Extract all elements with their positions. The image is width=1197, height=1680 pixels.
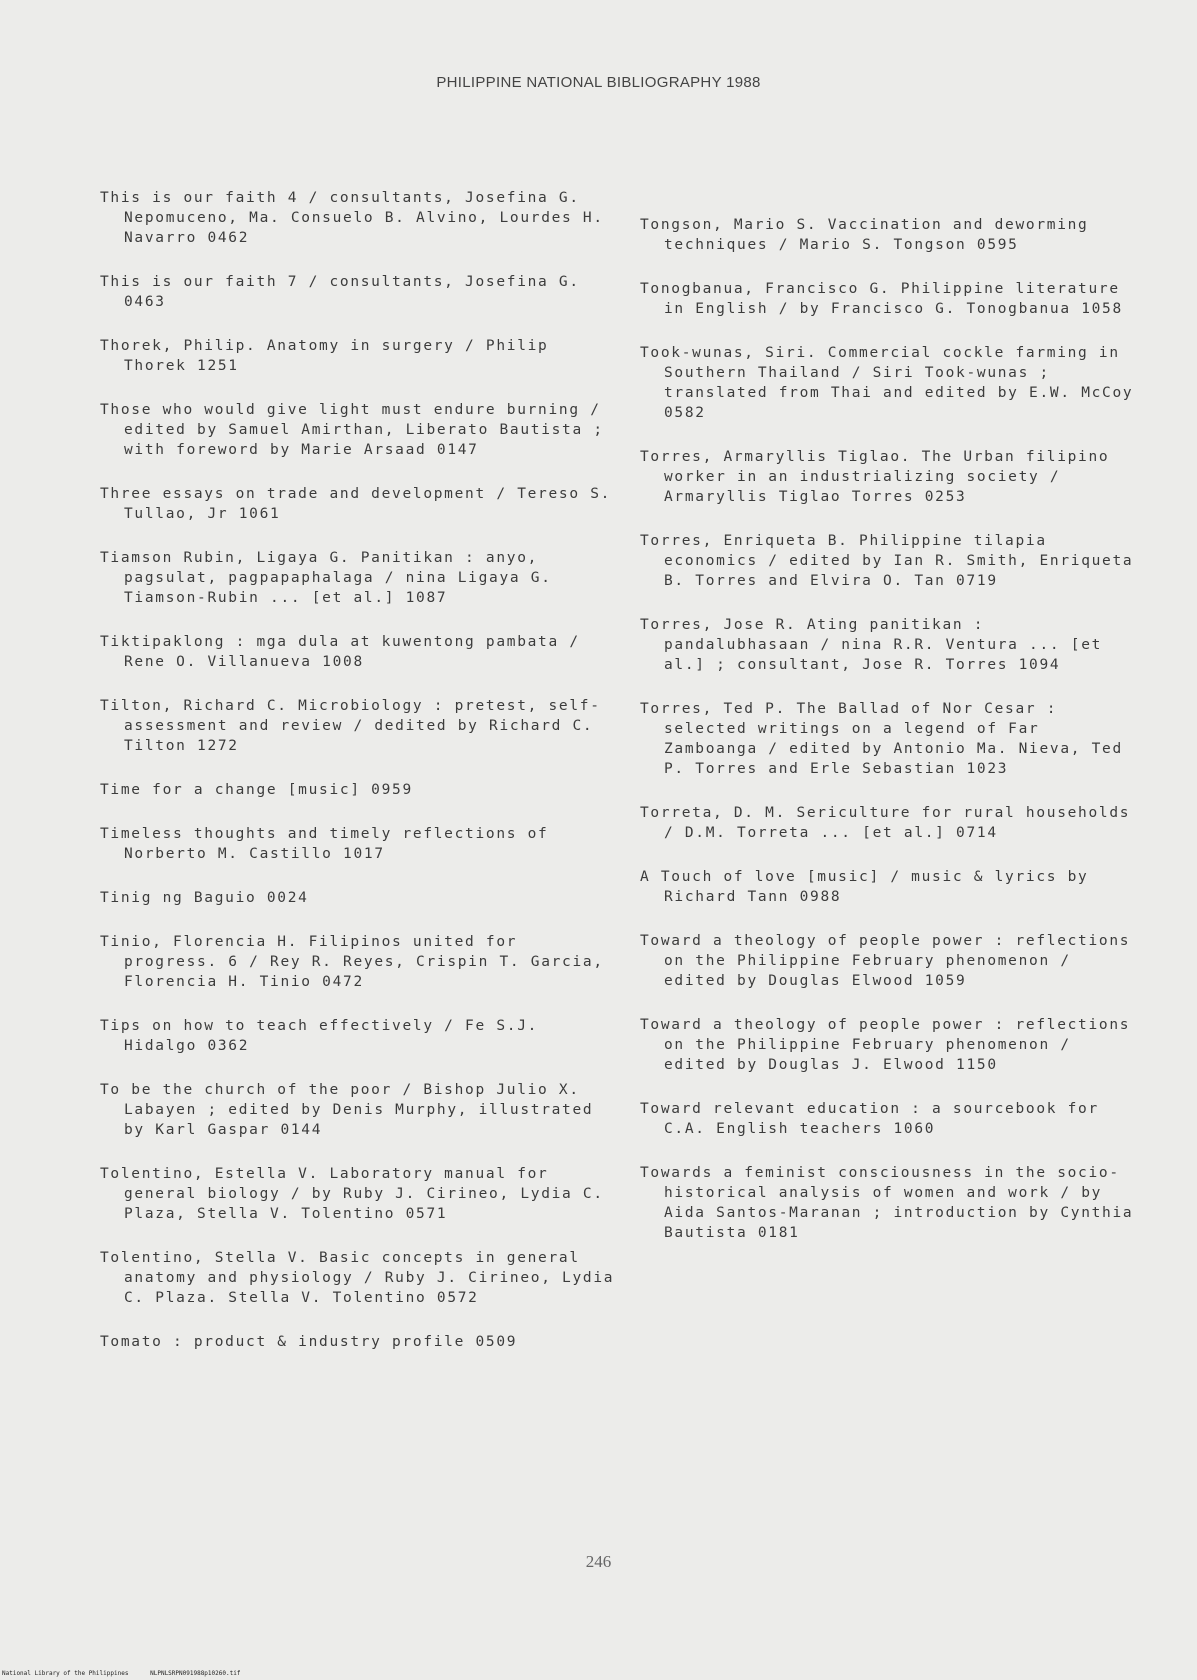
- bibliography-entry: Toward a theology of people power : reflections on the Philippine February phenomenon / edited by Douglas Elwood 1059: [640, 933, 1141, 989]
- bibliography-entry: Tilton, Richard C. Microbiology : pretest, self-assessment and review / dedited by Richard C. Tilton 1272: [100, 698, 604, 754]
- bibliography-entry: Tinig ng Baguio 0024: [100, 890, 309, 906]
- bibliography-entry: Thorek, Philip. Anatomy in surgery / Philip Thorek 1251: [100, 338, 559, 374]
- right-column: [640, 215, 1144, 1267]
- page-number: 246: [585, 1552, 612, 1571]
- bibliography-entry: Torres, Armaryllis Tiglao. The Urban filipino worker in an industrializing society / Armaryllis Tiglao Torres 0253: [640, 449, 1120, 505]
- bibliography-entry: Those who would give light must endure burning / edited by Samuel Amirthan, Liberato Bautista ; with foreword by Marie Arsaad 0147: [100, 402, 615, 458]
- bibliography-entry: Tiktipaklong : mga dula at kuwentong pambata / Rene O. Villanueva 1008: [100, 634, 591, 670]
- bibliography-entry: This is our faith 7 / consultants, Josefina G. 0463: [100, 274, 591, 310]
- bibliography-entry: To be the church of the poor / Bishop Julio X. Labayen ; edited by Denis Murphy, illustrated by Karl Gaspar 0144: [100, 1082, 604, 1138]
- bibliography-entry: Tonogbanua, Francisco G. Philippine literature in English / by Francisco G. Tonogbanua 1058: [640, 281, 1131, 317]
- footer-library: National Library of the Philippines: [2, 1670, 129, 1677]
- bibliography-entry: Three essays on trade and development / Tereso S. Tullao, Jr 1061: [100, 486, 622, 522]
- bibliography-entry: Took-wunas, Siri. Commercial cockle farming in Southern Thailand / Siri Took-wunas ; translated from Thai and edited by E.W. McCoy 0582: [640, 345, 1144, 421]
- bibliography-entry: Towards a feminist consciousness in the socio-historical analysis of women and work / by Aida Santos-Maranan ; introduction by Cynthia Bautista 0181: [640, 1165, 1144, 1241]
- bibliography-entry: Torres, Ted P. The Ballad of Nor Cesar : selected writings on a legend of Far Zamboanga / edited by Antonio Ma. Nieva, Ted P. Torres and Erle Sebastian 1023: [640, 701, 1134, 777]
- bibliography-entry: Torres, Jose R. Ating panitikan : pandalubhasaan / nina R.R. Ventura ... [et al.] ; consultant, Jose R. Torres 1094: [640, 617, 1113, 673]
- bibliography-entry: Tiamson Rubin, Ligaya G. Panitikan : anyo, pagsulat, pagpapaphalaga / nina Ligaya G. Tiamson-Rubin ... [et al.] 1087: [100, 550, 563, 606]
- left-column: [100, 188, 625, 1376]
- footer-file: NLPNLSRPN091988p10260.tif: [150, 1670, 241, 1677]
- bibliography-entry: Tongson, Mario S. Vaccination and deworming techniques / Mario S. Tongson 0595: [640, 217, 1099, 253]
- bibliography-entry: Tips on how to teach effectively / Fe S.J. Hidalgo 0362: [100, 1018, 549, 1054]
- scan-footer: [2, 1670, 240, 1677]
- bibliography-entry: Torreta, D. M. Sericulture for rural households / D.M. Torreta ... [et al.] 0714: [640, 805, 1141, 841]
- bibliography-entry: This is our faith 4 / consultants, Josefina G. Nepomuceno, Ma. Consuelo B. Alvino, Lourdes H. Navarro 0462: [100, 190, 615, 246]
- bibliography-entry: Tomato : product & industry profile 0509: [100, 1334, 518, 1350]
- bibliography-entry: Timeless thoughts and timely reflections of Norberto M. Castillo 1017: [100, 826, 559, 862]
- bibliography-entry: Tinio, Florencia H. Filipinos united for progress. 6 / Rey R. Reyes, Crispin T. Garcia, Florencia H. Tinio 0472: [100, 934, 615, 990]
- bibliography-entry: Time for a change [music] 0959: [100, 782, 413, 798]
- bibliography-entry: Toward a theology of people power : reflections on the Philippine February phenomenon / edited by Douglas J. Elwood 1150: [640, 1017, 1141, 1073]
- bibliography-entry: Tolentino, Estella V. Laboratory manual for general biology / by Ruby J. Cirineo, Lydia C. Plaza, Stella V. Tolentino 0571: [100, 1166, 615, 1222]
- running-head: PHILIPPINE NATIONAL BIBLIOGRAPHY 1988: [436, 74, 761, 91]
- bibliography-entry: Toward relevant education : a sourcebook for C.A. English teachers 1060: [640, 1101, 1110, 1137]
- bibliography-entry: A Touch of love [music] / music & lyrics by Richard Tann 0988: [640, 869, 1099, 905]
- bibliography-entry: Torres, Enriqueta B. Philippine tilapia economics / edited by Ian R. Smith, Enriqueta B. Torres and Elvira O. Tan 0719: [640, 533, 1144, 589]
- bibliography-entry: Tolentino, Stella V. Basic concepts in general anatomy and physiology / Ruby J. Cirineo, Lydia C. Plaza. Stella V. Tolentino 0572: [100, 1250, 625, 1306]
